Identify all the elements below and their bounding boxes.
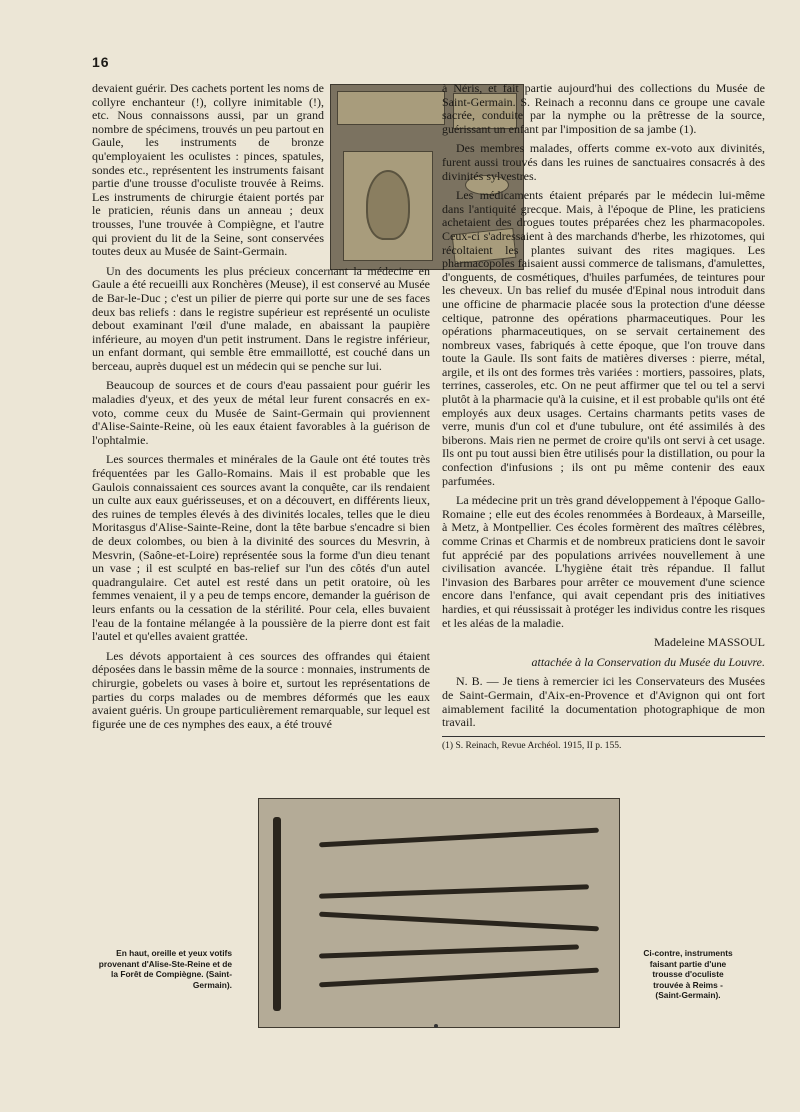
paragraph: Les médicaments étaient préparés par le médecin lui-même dans l'antiquité grecque. Mais, à l'époque de Pline, les praticiens achetaient des drogues toutes préparées chez les pharmacopoles. Ceux-ci s'adressaient à des marchands d'herbe, les rhizotomes, qui récoltaient les plantes suivant des rites magiques. Les pharmacopoles faisaient aussi commerce de talismans, d'amulettes, d'onguents, de cosmétiques, d'huiles parfumées, de teintures pour les cheveux. Un bas relief du musée d'Epinal nous introduit dans une officine de pharmacie placée sous la protection d'une déesse celtique, patronne des opérations pharmaceutiques. Pour les opérations pharmaceutiques, on se servait certainement des nombreux vases, fabriqués à cette époque, que l'on trouve dans toute la Gaule. Ils sont faits de matières diverses : pierre, métal, argile, et ils ont des formes très variées : mortiers, passoires, plats, terrines, casseroles, etc. On ne peut affirmer que tel ou tel a servi plutôt à la pharmacie qu'à la cuisine, et il est probable qu'ils ont été employés aux deux usages. Certains charmants petits vases de verre, munis d'un col et d'une tubulure, ont été assimilés à des biberons. Mais rien ne permet de croire qu'ils ont servi à cet usage. Ils ont pu tout aussi bien être utilisés pour la distillation, ou pour la confection d'infusions ; ils ont pu même contenir des eaux parfumées. [442, 188, 765, 488]
caption-left: En haut, oreille et yeux votifs provenant d'Alise-Ste-Reine et de la Forêt de Compiègne. (Saint-Germain). [98, 948, 232, 990]
paragraph: devaient guérir. Des cachets portent les noms de collyre enchanteur (!), collyre inimitable (!), etc. Nous connaissons aussi, par un grand nombre de spécimens, trouvés un peu partout en Gaule, les instruments de bronze qu'employaient les oculistes : pinces, spatules, sondes etc., représentent les instruments faisant partie d'une trousse d'oculiste trouvée à Reims. Les instruments de chirurgie étaient portés par le praticien, réunis dans un anneau ; deux trousses, l'une trouvée à Compiègne, et l'autre qui provient du lit de la Seine, sont conservées toutes deux au Musée de Saint-Germain. [92, 81, 324, 259]
instrument-spatula [273, 817, 281, 1011]
instrument-probe [319, 944, 579, 958]
instrument-hook [319, 828, 599, 848]
instrument-probe [319, 884, 589, 898]
oculist-instruments-photo [258, 798, 620, 1028]
acknowledgement-note: N. B. — Je tiens à remercier ici les Conservateurs des Musées de Saint-Germain, d'Aix-en-Provence et d'Avignon qui ont fort aimablement facilité la documentation photographique de mon travail. [442, 674, 765, 730]
paragraph: Des membres malades, offerts comme ex-voto aux divinités, furent aussi trouvés dans les ruines de sanctuaires consacrés à des divinités sylvestres. [442, 141, 765, 183]
author-role: attachée à la Conservation du Musée du Louvre. [531, 654, 765, 669]
paragraph: Les sources thermales et minérales de la Gaule ont été toutes très fréquentées par les Gallo-Romains. Mais il est probable que les Gaulois connaissaient ces sources avant la conquête, car ils rendaient un culte aux eaux guérisseuses, et on a découvert, en différents lieux, des ruines de temples élevés à des divinités locales, telles que le dieu Moritasgus d'Alise-Sainte-Reine, dont la tête barbue s'encadre si bien de deux colombes, ou bien à la divinité des sources du Mesvrin, à Mesvrin, (Saône-et-Loire) représentée sous la forme d'un dieu tenant un vase ; il est sculpté en bas-relief sur l'un des côtés d'un autel quadrangulaire. Cet autel est resté dans un petit oratoire, où les femmes venaient, il y a peu de temps encore, demander la guérison de leurs enfants ou la cessation de la stérilité. Pour cela, elles buvaient l'eau de la fontaine mélangée à la poussière de la pierre dont est fait l'autel et qu'elles avaient grattée. [92, 452, 430, 644]
footnote: (1) S. Reinach, Revue Archéol. 1915, II p. 155. [442, 736, 765, 754]
paragraph: Un des documents les plus précieux concernant la médecine en Gaule a été recueilli aux Ronchères (Meuse), il est conservé au Musée de Bar-le-Duc ; c'est un pilier de pierre qui porte sur une de ses faces deux bas reliefs : dans le registre supérieur est représenté un oculiste debout examinant l'œil d'une malade, en abaissant la paupière inférieure, au moyen d'un petit instrument. Dans le registre inférieur, un enfant dormant, qui semble être emmaillotté, est couché dans un berceau, auprès duquel est un médecin qui se penche sur lui. [92, 263, 430, 373]
column-left [92, 82, 430, 737]
instrument-hook [319, 968, 599, 988]
paragraph: à Néris, et fait partie aujourd'hui des collections du Musée de Saint-Germain. S. Reinach a reconnu dans ce groupe une cavale sacrée, conduite par la nymphe ou la prêtresse de la source, guérissant un enfant par l'imposition de sa jambe (1). [442, 81, 765, 136]
caption-right: Ci-contre, instruments faisant partie d'une trousse d'oculiste trouvée à Reims - (Saint-Germain). [643, 948, 733, 1000]
column-right [442, 82, 765, 753]
paragraph: Beaucoup de sources et de cours d'eau passaient pour guérir les maladies d'yeux, et des yeux de métal leur furent consacrés en ex-voto, comme ceux du Musée de Saint-Germain qui proviennent d'Alise-Sainte-Reine, où les eaux étaient favorables à la guérison de l'ophtalmie. [92, 378, 430, 447]
page-number: 16 [92, 54, 110, 70]
instrument-probe [319, 912, 599, 932]
paragraph: La médecine prit un très grand développement à l'époque Gallo-Romaine ; elle eut des écoles renommées à Bordeaux, à Marseille, à Metz, à Montpellier. Ces écoles formèrent des maîtres célèbres, comme Crinas et Charmis et de nombreux praticiens dont le savoir fut apprécié par des populations arrivées nouvellement à une civilisation avancée. L'hygiène était très répandue. Il fallut l'invasion des Barbares pour arrêter ce mouvement d'une science encore dans l'enfance, qui avait cependant pris des initiatives hardies, et qui réussissait à protéger les individus contre les risques et les aléas de la maladie. [442, 493, 765, 630]
ornament-dot [434, 1024, 438, 1028]
paragraph: Les dévots apportaient à ces sources des offrandes qui étaient déposées dans le bassin même de la source : monnaies, instruments de chirurgie, gobelets ou vases à boire et, surtout les représentations de parties du corps malades ou de membres déformés que les eaux avaient guéris. Un groupe particulièrement remarquable, sur lequel est figurée une de ces nymphes des eaux, a été trouvé [92, 648, 430, 731]
author-name: Madeleine MASSOUL [654, 635, 765, 650]
